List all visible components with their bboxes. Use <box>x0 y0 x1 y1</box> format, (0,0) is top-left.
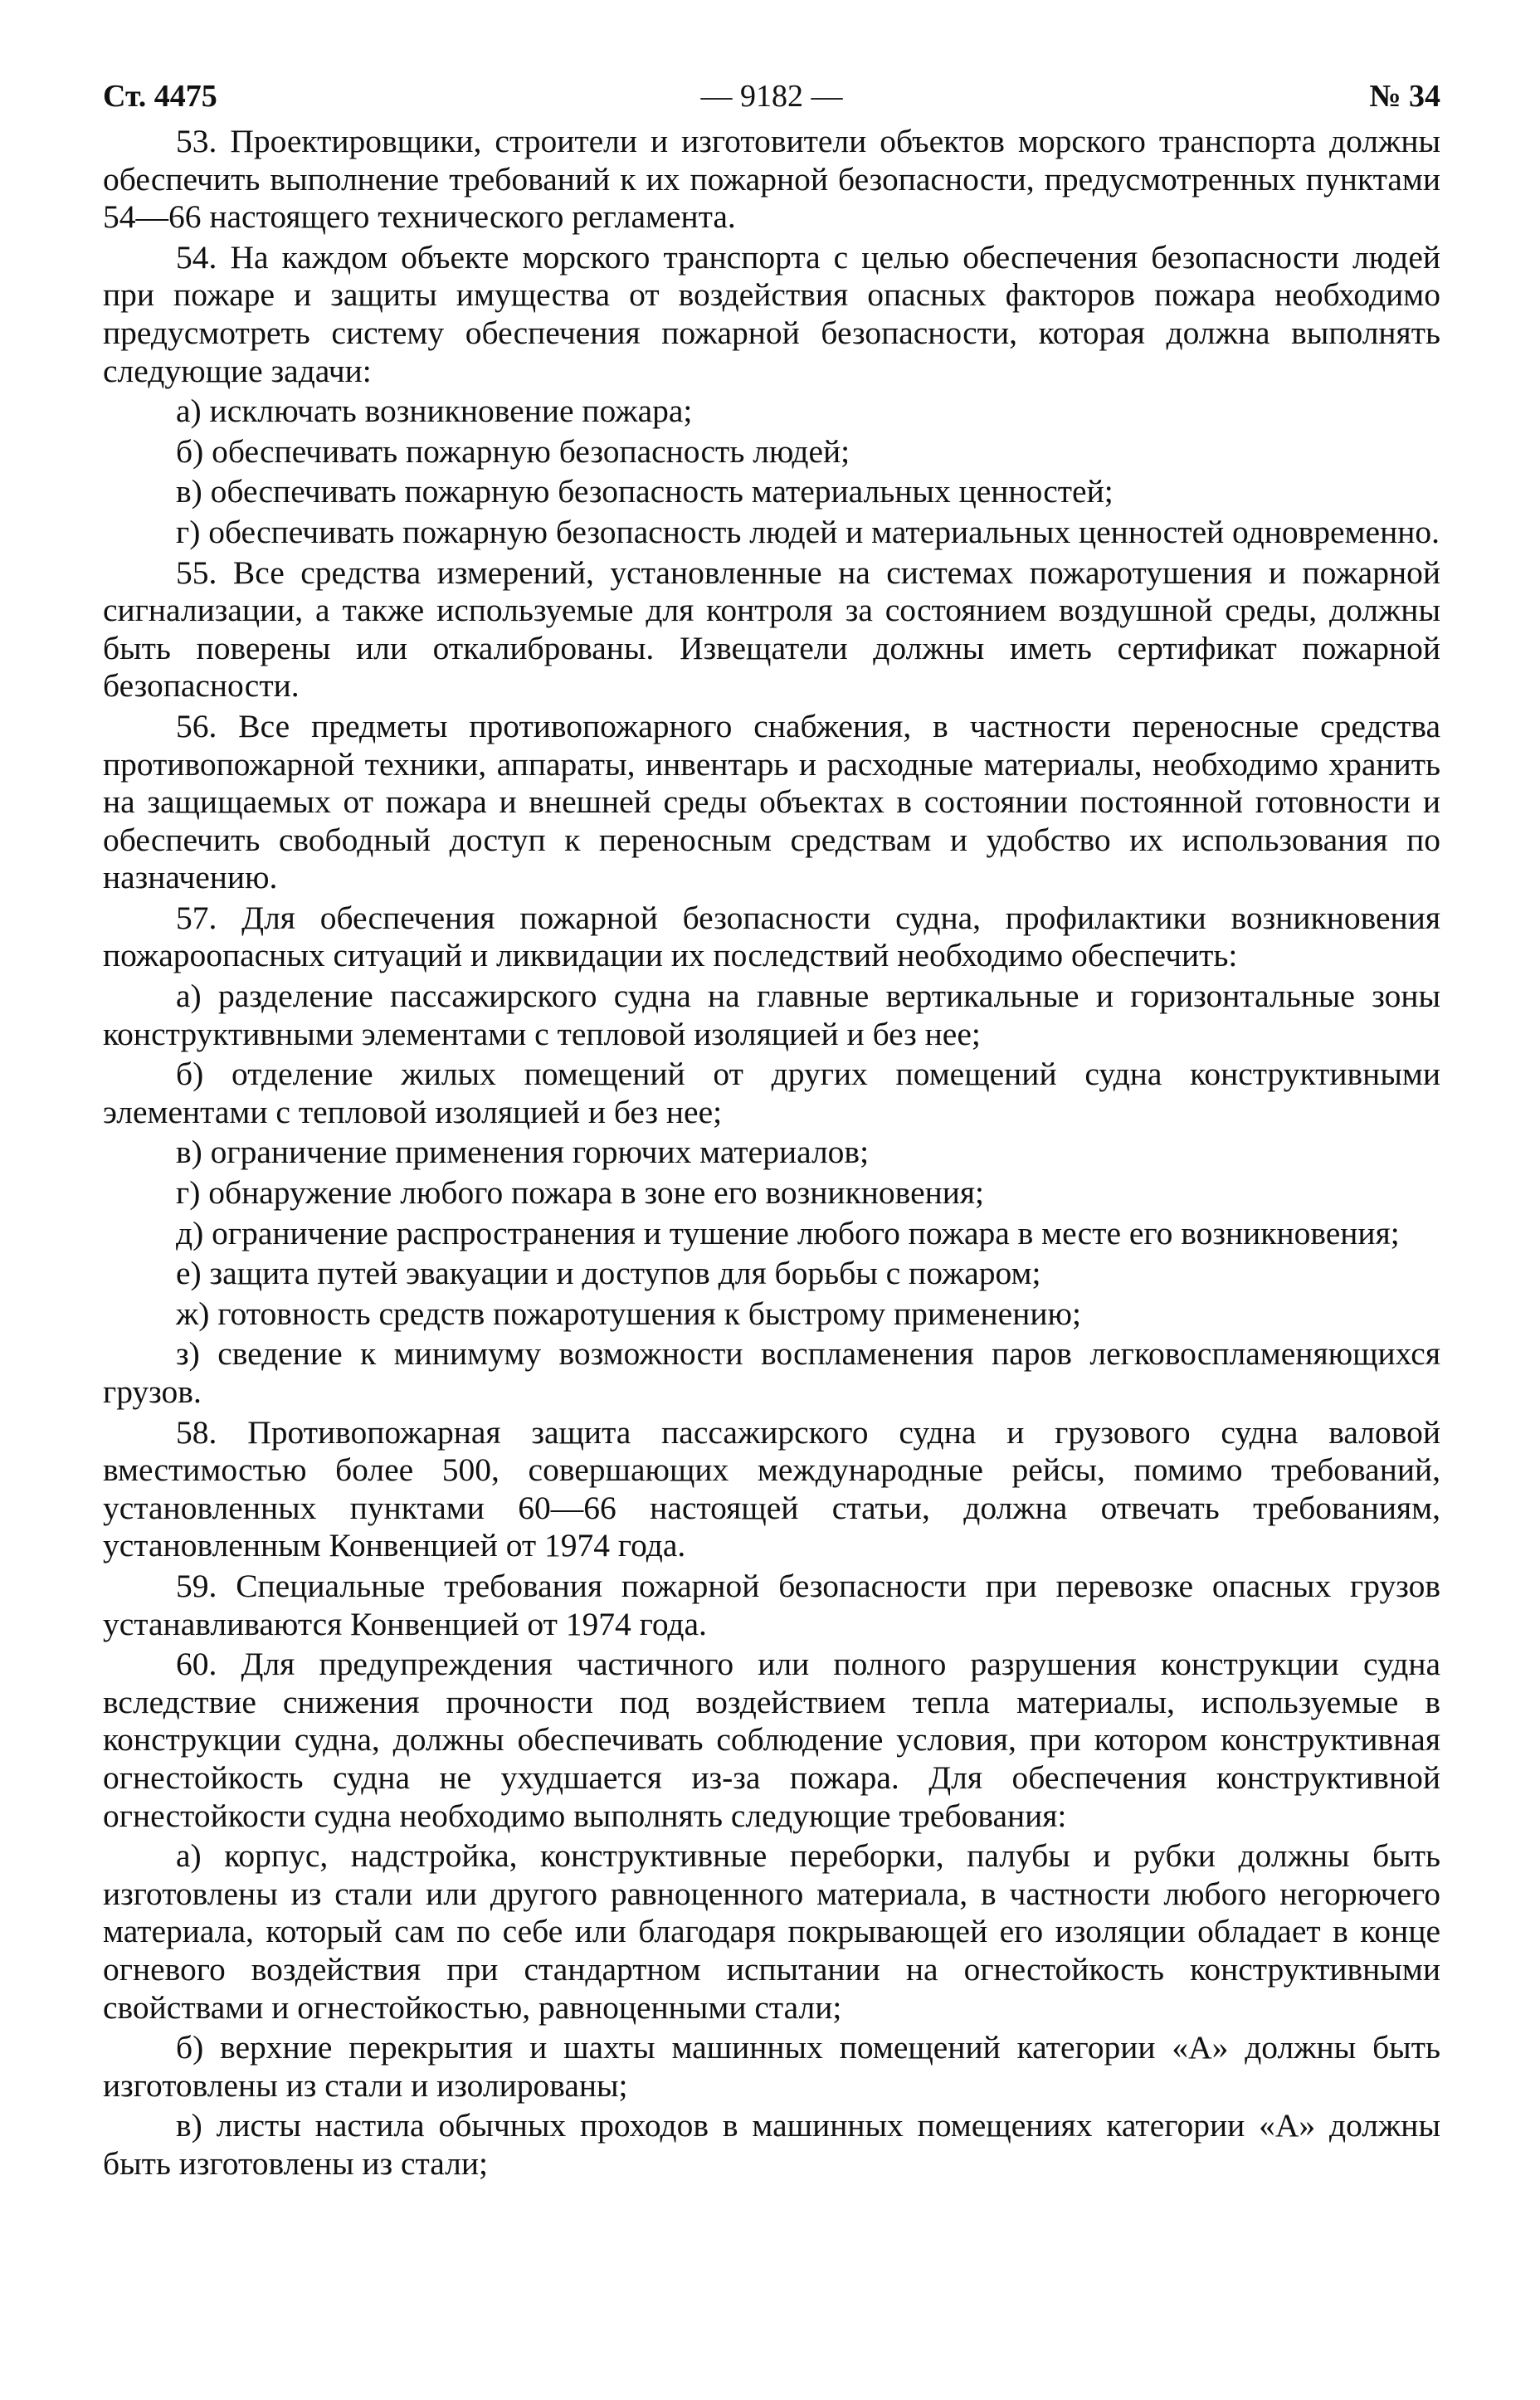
list-item-60v: в) листы настила обычных проходов в машинных помещениях категории «А» должны быть изготовлены из стали; <box>103 2107 1440 2182</box>
list-item-57a: а) разделение пассажирского судна на главные вертикальные и горизонтальные зоны конструктивными элементами с тепловой изоляцией и без нее; <box>103 978 1440 1052</box>
article-number: Ст. 4475 <box>103 79 217 114</box>
list-item-54g: г) обеспечивать пожарную безопасность людей и материальных ценностей одновременно. <box>176 513 1440 550</box>
paragraph-56: 56. Все предметы противопожарного снабжения, в частности переносные средства противопожарной техники, аппараты, инвентарь и расходные материалы, необходимо хранить на защищаемых от пожара и внешней среды объектах в состоянии постоянной готовности и обеспечить свободный доступ к переносным средствам и удобство их использования по назначению. <box>103 707 1440 896</box>
list-item-57d: д) ограничение распространения и тушение любого пожара в месте его возникновения; <box>176 1214 1400 1251</box>
list-item-54b: б) обеспечивать пожарную безопасность людей; <box>176 432 850 470</box>
list-item-57z: з) сведение к минимуму возможности воспламенения паров легковоспламеняющихся грузов. <box>103 1335 1440 1410</box>
list-item-54a: а) исключать возникновение пожара; <box>176 393 693 430</box>
issue-number: № 34 <box>1369 79 1440 114</box>
paragraph-57: 57. Для обеспечения пожарной безопасности судна, профилактики возникновения пожароопасных ситуаций и ликвидации их последствий необходимо обеспечить: <box>103 899 1440 974</box>
paragraph-55: 55. Все средства измерений, установленные на системах пожаротушения и пожарной сигнализации, а также используемые для контроля за состоянием воздушной среды, должны быть поверены или откалиброваны. Извещатели должны иметь сертификат пожарной безопасности. <box>103 554 1440 705</box>
page-header <box>103 71 1440 121</box>
paragraph-53: 53. Проектировщики, строители и изготовители объектов морского транспорта должны обеспечить выполнение требований к их пожарной безопасности, предусмотренных пунктами 54—66 настоящего технического регламента. <box>103 123 1440 236</box>
list-item-57g: г) обнаружение любого пожара в зоне его возникновения; <box>176 1174 985 1212</box>
page-number: — 9182 — <box>700 79 843 114</box>
list-item-57e: е) защита путей эвакуации и доступов для борьбы с пожаром; <box>176 1255 1041 1292</box>
paragraph-58: 58. Противопожарная защита пассажирского судна и грузового судна валовой вместимостью более 500, совершающих международные рейсы, помимо требований, установленных пунктами 60—66 настоящей статьи, должна отвечать требованиям, установленным Конвенцией от 1974 года. <box>103 1413 1440 1564</box>
list-item-57b: б) отделение жилых помещений от других помещений судна конструктивными элементами с тепловой изоляцией и без нее; <box>103 1056 1440 1130</box>
list-item-60b: б) верхние перекрытия и шахты машинных помещений категории «А» должны быть изготовлены из стали и изолированы; <box>103 2029 1440 2104</box>
list-item-54v: в) обеспечивать пожарную безопасность материальных ценностей; <box>176 473 1114 510</box>
list-item-60a: а) корпус, надстройка, конструктивные переборки, палубы и рубки должны быть изготовлены из стали или другого равноценного материала, в частности любого негорючего материала, который сам по себе или благодаря покрывающей его изоляции обладает в конце огневого воздействия при стандартном испытании на огнестойкость конструктивными свойствами и огнестойкостью, равноценными стали; <box>103 1837 1440 2026</box>
document-page <box>103 71 1440 2185</box>
paragraph-60: 60. Для предупреждения частичного или полного разрушения конструкции судна вследствие снижения прочности под воздействием тепла материалы, используемые в конструкции судна, должны обеспечивать соблюдение условия, при котором конструктивная огнестойкость судна не ухудшается из-за пожара. Для обеспечения конструктивной огнестойкости судна необходимо выполнять следующие требования: <box>103 1646 1440 1834</box>
document-body <box>103 123 1440 2183</box>
paragraph-59: 59. Специальные требования пожарной безопасности при перевозке опасных грузов устанавливаются Конвенцией от 1974 года. <box>103 1567 1440 1642</box>
list-item-57v: в) ограничение применения горючих материалов; <box>176 1134 870 1171</box>
paragraph-54: 54. На каждом объекте морского транспорта с целью обеспечения безопасности людей при пожаре и защиты имущества от воздействия опасных факторов пожара необходимо предусмотреть систему обеспечения пожарной безопасности, которая должна выполнять следующие задачи: <box>103 238 1440 389</box>
list-item-57zh: ж) готовность средств пожаротушения к быстрому применению; <box>176 1295 1081 1332</box>
